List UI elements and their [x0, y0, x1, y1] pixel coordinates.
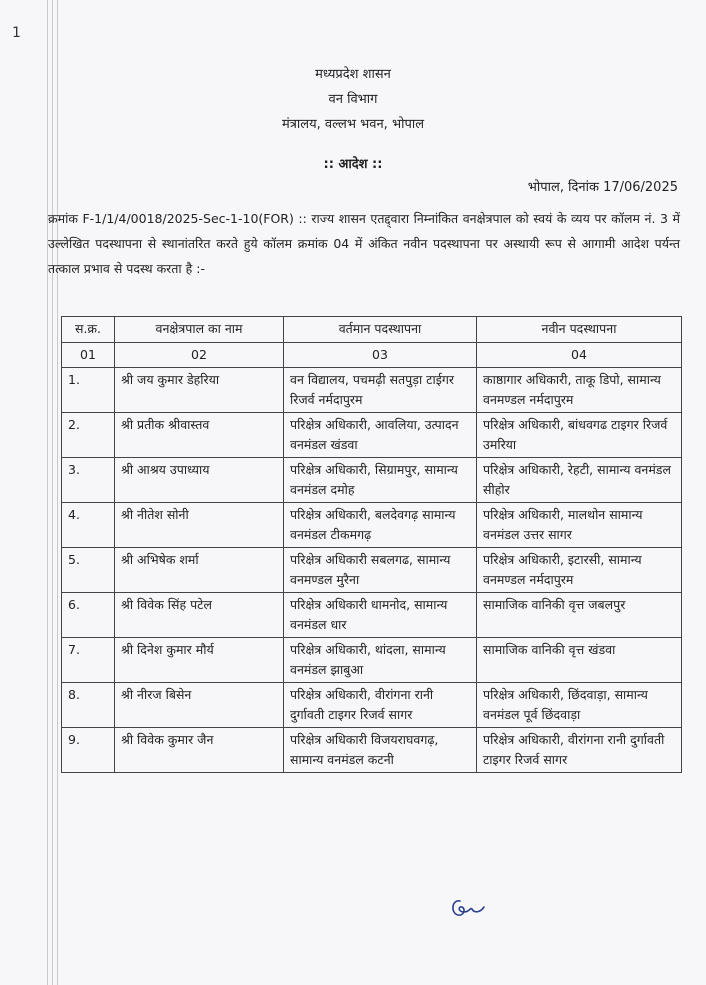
header-new-posting: नवीन पदस्थापना — [477, 317, 682, 343]
name-cell: श्री नीतेश सोनी — [115, 503, 284, 548]
transfer-table — [61, 316, 682, 773]
current-posting-cell: परिक्षेत्र अधिकारी, सिग्रामपुर, सामान्य वनमंडल दमोह — [284, 458, 477, 503]
new-posting-cell: परिक्षेत्र अधिकारी, मालथोन सामान्य वनमंडल उत्तर सागर — [477, 503, 682, 548]
name-cell: श्री दिनेश कुमार मौर्य — [115, 638, 284, 683]
scan-line — [52, 0, 53, 985]
serial-cell: 3. — [62, 458, 115, 503]
name-cell: श्री विवेक कुमार जैन — [115, 728, 284, 773]
current-posting-cell: परिक्षेत्र अधिकारी, आवलिया, उत्पादन वनमंडल खंडवा — [284, 413, 477, 458]
order-title: :: आदेश :: — [323, 157, 383, 172]
name-cell: श्री प्रतीक श्रीवास्तव — [115, 413, 284, 458]
name-cell: श्री अभिषेक शर्मा — [115, 548, 284, 593]
header-government: मध्यप्रदेश शासन — [315, 67, 391, 82]
table-row — [62, 503, 682, 548]
header-department: वन विभाग — [328, 92, 378, 107]
serial-cell: 8. — [62, 683, 115, 728]
serial-cell: 2. — [62, 413, 115, 458]
header-address: मंत्रालय, वल्लभ भवन, भोपाल — [281, 117, 425, 132]
serial-cell: 5. — [62, 548, 115, 593]
current-posting-cell: परिक्षेत्र अधिकारी सबलगढ, सामान्य वनमण्डल मुरैना — [284, 548, 477, 593]
column-number: 03 — [284, 343, 477, 368]
new-posting-cell: काष्ठागार अधिकारी, ताकू डिपो, सामान्य वनमण्डल नर्मदापुरम — [477, 368, 682, 413]
column-number: 02 — [115, 343, 284, 368]
current-posting-cell: परिक्षेत्र अधिकारी विजयराघवगढ़, सामान्य वनमंडल कटनी — [284, 728, 477, 773]
order-body: क्रमांक F-1/1/4/0018/2025-Sec-1-10(FOR) :: राज्य शासन एतद्द्वारा निम्नांकित वनक्षेत्रपाल को स्वयं के व्यय पर कॉलम नं. 3 में उल्लेखित पदस्थापना से स्थानांतरित करते हुये कॉलम क्रमांक 04 में अंकित नवीन पदस्थापना पर अस्थायी रूप से आगामी आदेश पर्यन्त तत्काल प्रभाव से पदस्थ करता है :- — [48, 211, 680, 276]
new-posting-cell: परिक्षेत्र अधिकारी, वीरांगना रानी दुर्गावती टाइगर रिजर्व सागर — [477, 728, 682, 773]
current-posting-cell: परिक्षेत्र अधिकारी, बलदेवगढ़ सामान्य वनमंडल टीकमगढ़ — [284, 503, 477, 548]
scan-line — [47, 0, 48, 985]
name-cell: श्री जय कुमार डेहरिया — [115, 368, 284, 413]
column-number: 01 — [62, 343, 115, 368]
serial-cell: 1. — [62, 368, 115, 413]
name-cell: श्री आश्रय उपाध्याय — [115, 458, 284, 503]
new-posting-cell: सामाजिक वानिकी वृत्त जबलपुर — [477, 593, 682, 638]
table-row — [62, 368, 682, 413]
date-line: भोपाल, दिनांक 17/06/2025 — [527, 180, 678, 195]
new-posting-cell: परिक्षेत्र अधिकारी, बांधवगढ टाइगर रिजर्व उमरिया — [477, 413, 682, 458]
header-name: वनक्षेत्रपाल का नाम — [115, 317, 284, 343]
margin-mark: 1 — [12, 25, 21, 41]
table-row — [62, 638, 682, 683]
name-cell: श्री नीरज बिसेन — [115, 683, 284, 728]
table-row — [62, 593, 682, 638]
table-row — [62, 683, 682, 728]
current-posting-cell: परिक्षेत्र अधिकारी धामनोद, सामान्य वनमंडल धार — [284, 593, 477, 638]
current-posting-cell: वन विद्यालय, पचमढ़ी सतपुड़ा टाईगर रिजर्व नर्मदापुरम — [284, 368, 477, 413]
new-posting-cell: सामाजिक वानिकी वृत्त खंडवा — [477, 638, 682, 683]
scan-line — [57, 0, 58, 985]
name-cell: श्री विवेक सिंह पटेल — [115, 593, 284, 638]
table-row — [62, 458, 682, 503]
column-number: 04 — [477, 343, 682, 368]
header-serial: स.क्र. — [62, 317, 115, 343]
serial-cell: 9. — [62, 728, 115, 773]
serial-cell: 4. — [62, 503, 115, 548]
table-row — [62, 548, 682, 593]
current-posting-cell: परिक्षेत्र अधिकारी, थांदला, सामान्य वनमंडल झाबुआ — [284, 638, 477, 683]
new-posting-cell: परिक्षेत्र अधिकारी, छिंदवाड़ा, सामान्य वनमंडल पूर्व छिंदवाड़ा — [477, 683, 682, 728]
signature — [448, 895, 492, 921]
table-row — [62, 413, 682, 458]
new-posting-cell: परिक्षेत्र अधिकारी, इटारसी, सामान्य वनमण्डल नर्मदापुरम — [477, 548, 682, 593]
header-current-posting: वर्तमान पदस्थापना — [284, 317, 477, 343]
new-posting-cell: परिक्षेत्र अधिकारी, रेहटी, सामान्य वनमंडल सीहोर — [477, 458, 682, 503]
table-header-row — [62, 317, 682, 343]
serial-cell: 6. — [62, 593, 115, 638]
serial-cell: 7. — [62, 638, 115, 683]
table-row — [62, 728, 682, 773]
current-posting-cell: परिक्षेत्र अधिकारी, वीरांगना रानी दुर्गावती टाइगर रिजर्व सागर — [284, 683, 477, 728]
column-number-row — [62, 343, 682, 368]
